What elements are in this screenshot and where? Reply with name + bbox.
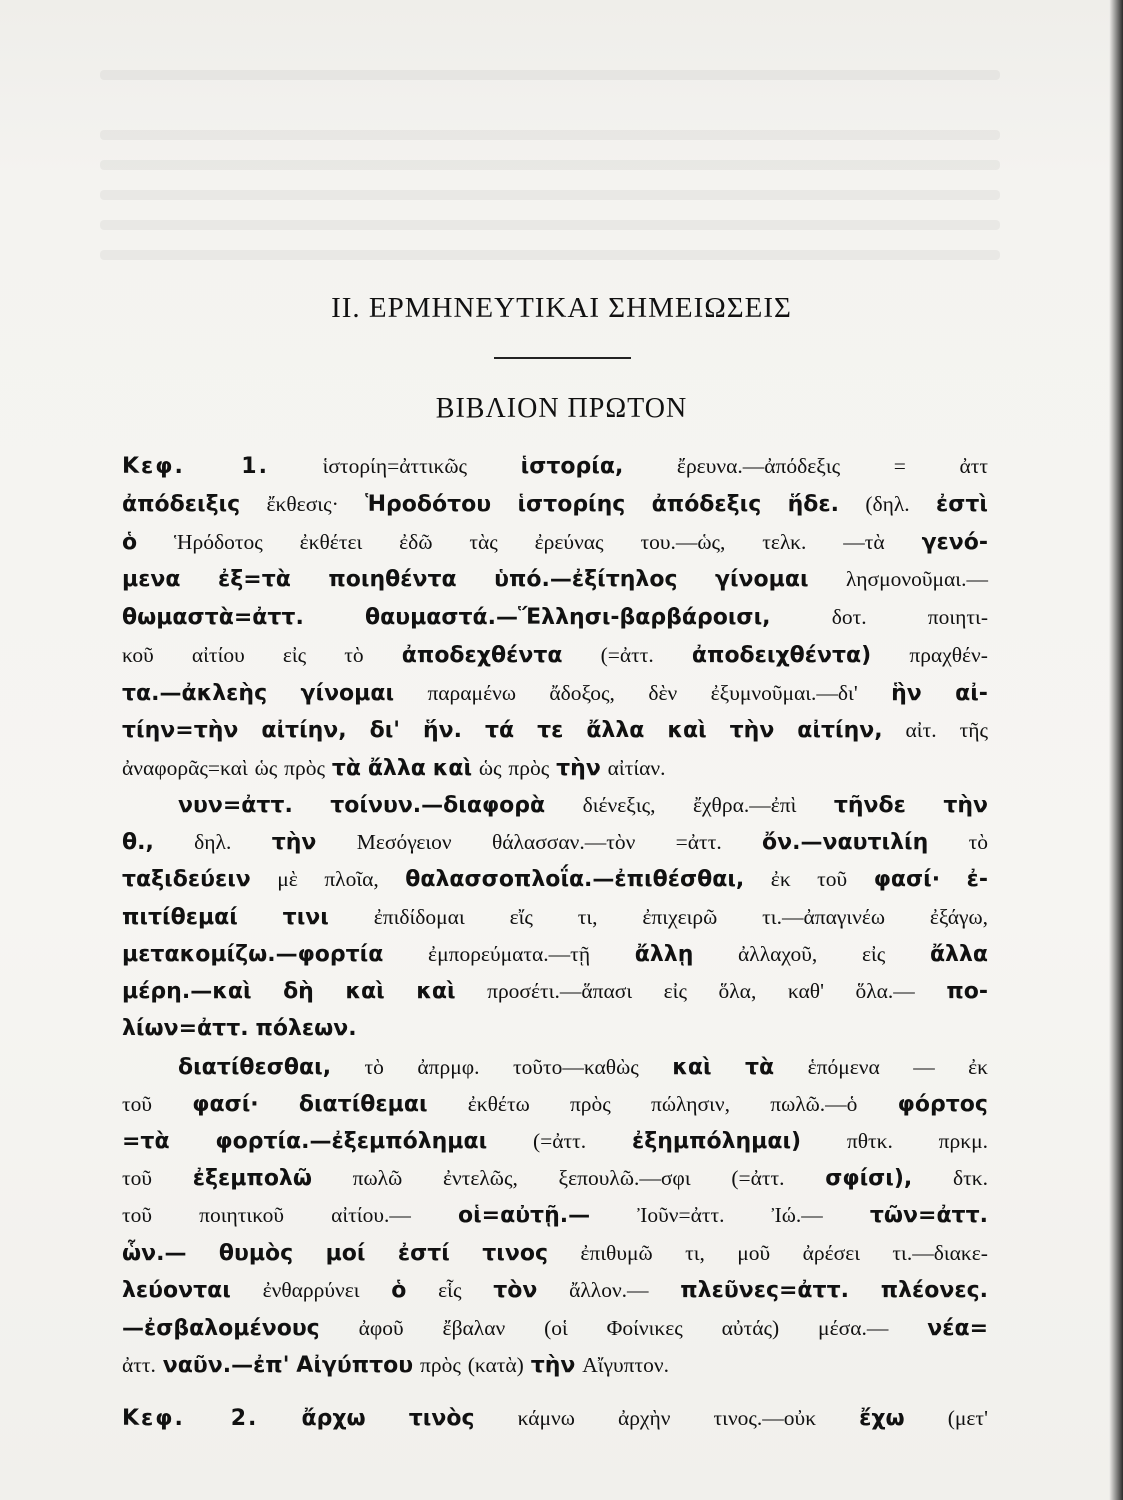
text-line: ἀναφορᾶς=καὶ ὡς πρὸς τὰ ἄλλα καὶ ὡς πρὸς τὴν αἰτίαν. [122,756,666,781]
text-line: ἀπόδειξις ἔκθεσις· Ἡροδότου ἱστορίης ἀπόδεξις ἥδε. (δηλ. ἐστὶ [122,492,988,517]
text-line: ὧν.— θυμὸς μοί ἐστί τινος ἐπιθυμῶ τι, μοῦ ἀρέσει τι.—διακε- [122,1241,988,1266]
text-line: θ., δηλ. τὴν Μεσόγειον θάλασσαν.—τὸν =ἀττ. ὄν.—ναυτιλίη τὸ [122,830,988,855]
text-line: τοῦ φασί· διατίθεμαι ἐκθέτω πρὸς πώλησιν, πωλῶ.—ὁ φόρτος [122,1092,988,1117]
text-line: μέρη.—καὶ δὴ καὶ καὶ προσέτι.—ἅπασι εἰς ὅλα, καθ' ὅλα.— πο- [122,979,988,1004]
show-through-line [100,70,1000,80]
show-through-line [100,130,1000,140]
show-through-line [100,190,1000,200]
title-rule [494,357,631,359]
text-line: τοῦ ἐξεμπολῶ πωλῶ ἐντελῶς, ξεπουλῶ.—σφι (=ἀττ. σφίσι), δτκ. [122,1166,988,1191]
show-through-line [100,220,1000,230]
text-line: ταξιδεύειν μὲ πλοῖα, θαλασσοπλοΐα.—ἐπιθέσθαι, ἐκ τοῦ φασί· ἐ- [122,867,988,892]
text-line: μενα ἐξ=τὰ ποιηθέντα ὑπό.—ἐξίτηλος γίνομαι λησμονοῦμαι.— [122,567,988,592]
text-line: θωμαστὰ=ἀττ. θαυμαστά.—Ἕλλησι-βαρβάροισι, δοτ. ποιητι- [122,605,988,630]
text-line: διατίθεσθαι, τὸ ἀπρμφ. τοῦτο—καθὼς καὶ τὰ ἑπόμενα — ἐκ [178,1055,988,1080]
text-line: λεύονται ἐνθαρρύνει ὁ εἷς τὸν ἄλλον.— πλεῦνες=ἀττ. πλέονες. [122,1278,989,1303]
text-line: τοῦ ποιητικοῦ αἰτίου.— οἱ=αὐτῇ.— Ἰοῦν=ἀττ. Ἰώ.— τῶν=ἀττ. [122,1203,988,1228]
text-line: —ἐσβαλομένους ἀφοῦ ἔβαλαν (οἱ Φοίνικες αὐτάς) μέσα.— νέα= [122,1316,988,1341]
text-line: =τὰ φορτία.—ἐξεμπόλημαι (=ἀττ. ἐξημπόλημαι) πθτκ. πρκμ. [122,1129,988,1154]
text-line: μετακομίζω.—φορτία ἐμπορεύματα.—τῇ ἄλλῃ ἀλλαχοῦ, εἰς ἄλλα [122,942,989,967]
show-through-line [100,250,1000,260]
text-line: τα.—ἀκλεὴς γίνομαι παραμένω ἄδοξος, δὲν ἐξυμνοῦμαι.—δι' ἣν αἰ- [122,681,988,706]
text-line: πιτίθεμαί τινι ἐπιδίδομαι εἴς τι, ἐπιχειρῶ τι.—ἀπαγινέω ἐξάγω, [122,905,988,930]
text-line: νυν=ἀττ. τοίνυν.—διαφορὰ διένεξις, ἔχθρα.—ἐπὶ τῆνδε τὴν [178,793,989,818]
text-line: Κεφ. 1. ἱστορίη=ἀττικῶς ἱστορία, ἔρευνα.—ἀπόδεξις = ἀττ [122,454,989,479]
section-title: II. ΕΡΜΗΝΕΥΤΙΚΑΙ ΣΗΜΕΙΩΣΕΙΣ [331,292,792,324]
text-line: κοῦ αἰτίου εἰς τὸ ἀποδεχθέντα (=ἀττ. ἀποδειχθέντα) πραχθέν- [122,643,988,668]
book-title: ΒΙΒΛΙΟΝ ΠΡΩΤΟΝ [435,393,688,424]
show-through-line [100,160,1000,170]
text-line: ὁ Ἡρόδοτος ἐκθέτει ἐδῶ τὰς ἐρεύνας του.—ὡς, τελκ. —τὰ γενό- [122,530,989,555]
text-line: λίων=ἀττ. πόλεων. [122,1016,357,1041]
text-line: Κεφ. 2. ἄρχω τινὸς κάμνω ἀρχὴν τινος.—οὐκ ἔχω (μετ' [122,1406,988,1431]
page-edge [1109,0,1123,1500]
text-line: τίην=τὴν αἰτίην, δι' ἥν. τά τε ἄλλα καὶ τὴν αἰτίην, αἰτ. τῆς [122,718,988,743]
text-line: ἀττ. ναῦν.—ἐπ' Αἰγύπτου πρὸς (κατὰ) τὴν Αἴγυπτον. [122,1353,670,1378]
